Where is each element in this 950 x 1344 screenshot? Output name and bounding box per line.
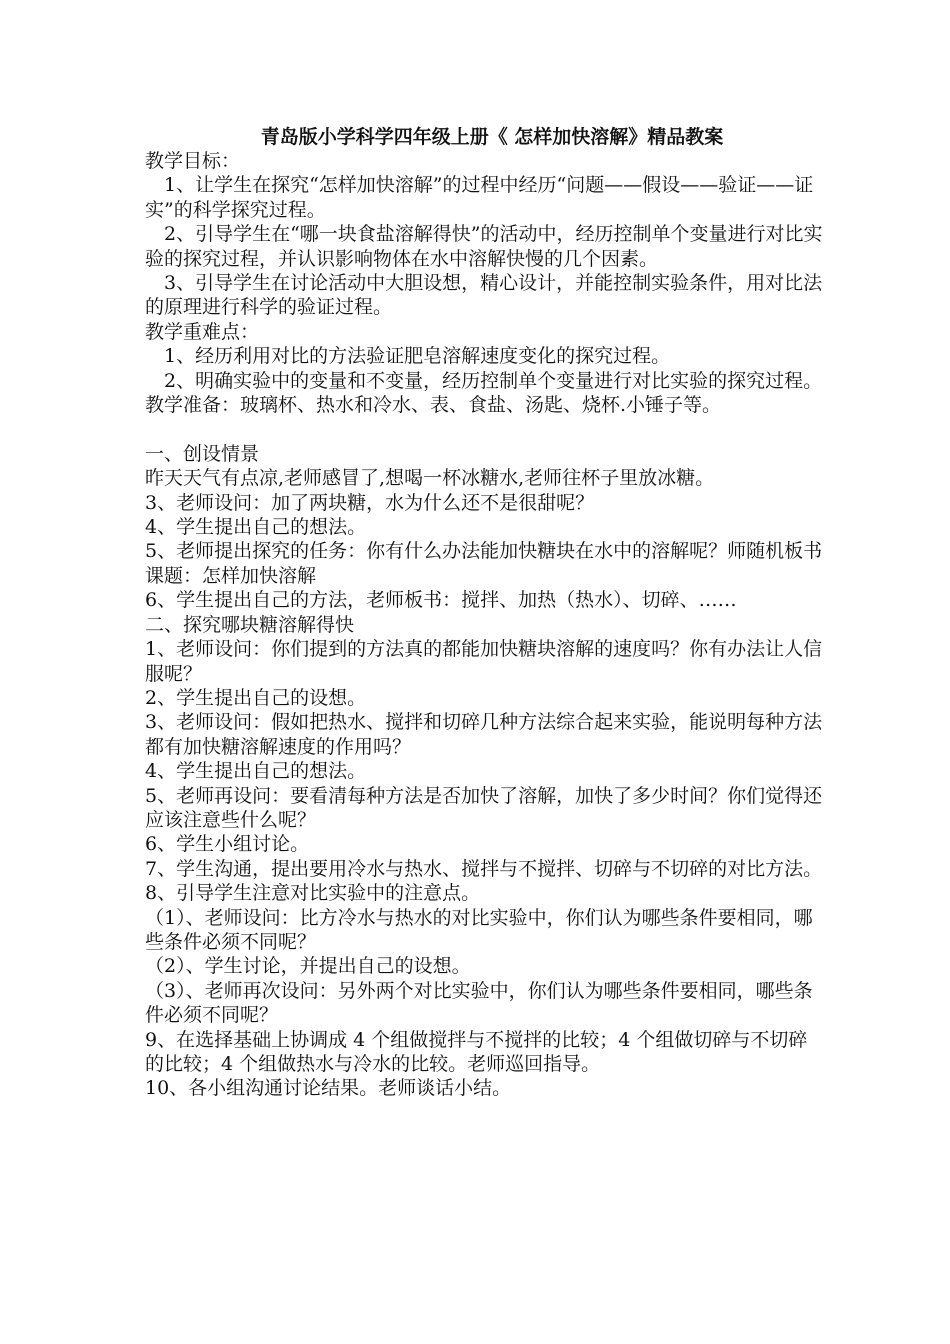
section-1-step-4: 4、学生提出自己的想法。 (145, 516, 367, 539)
objective-1: 1、让学生在探究“怎样加快溶解”的过程中经历“问题——假设——验证——证实”的科学探究过程。 (145, 174, 814, 221)
document-title: 青岛版小学科学四年级上册《 怎样加快溶解》精品教案 (260, 126, 724, 148)
section-2-step-6: 6、学生小组讨论。 (145, 833, 310, 856)
objective-3: 3、引导学生在讨论活动中大胆设想，精心设计，并能控制实验条件，用对比法的原理进行科学的验证过程。 (145, 272, 823, 319)
key-point-1: 1、经历利用对比的方法验证肥皂溶解速度变化的探究过程。 (164, 345, 671, 368)
materials-line: 教学准备：玻璃杯、热水和冷水、表、食盐、汤匙、烧杯.小锤子等。 (145, 394, 722, 417)
section-2-step-3: 3、老师设问：假如把热水、搅拌和切碎几种方法综合起来实验，能说明每种方法都有加快糖溶解速度的作用吗？ (145, 711, 823, 758)
section-1-step-3: 3、老师设问：加了两块糖，水为什么还不是很甜呢？ (145, 491, 595, 514)
section-2-step-7: 7、学生沟通，提出要用冷水与热水、搅拌与不搅拌、切碎与不切碎的对比方法。 (145, 857, 823, 880)
section-2-step-5: 5、老师再设问：要看清每种方法是否加快了溶解，加快了多少时间？你们觉得还应该注意些什么呢？ (145, 784, 823, 831)
section-2-step-4: 4、学生提出自己的想法。 (145, 760, 367, 783)
section-2-heading: 二、探究哪块糖溶解得快 (145, 613, 355, 636)
key-point-2: 2、明确实验中的变量和不变量，经历控制单个变量进行对比实验的探究过程。 (164, 369, 823, 392)
objectives-heading: 教学目标： (145, 150, 241, 172)
section-2-step-9: 9、在选择基础上协调成 4 个组做搅拌与不搅拌的比较；4 个组做切碎与不切碎的比较；4 个组做热水与冷水的比较。老师巡回指导。 (145, 1028, 808, 1076)
section-2-step-2: 2、学生提出自己的设想。 (145, 686, 367, 709)
section-2-step-8: 8、引导学生注意对比实验中的注意点。 (145, 882, 481, 905)
key-points-heading: 教学重难点： (145, 320, 260, 343)
section-2-step-1: 1、老师设问：你们提到的方法真的都能加快糖块溶解的速度吗？你有办法让人信服呢？ (145, 638, 823, 685)
objective-2: 2、引导学生在“哪一块食盐溶解得快”的活动中，经历控制单个变量进行对比实验的探究过程，并认识影响物体在水中溶解快慢的几个因素。 (145, 223, 823, 270)
section-2-step-10: 10、各小组沟通讨论结果。老师谈话小结。 (145, 1077, 512, 1100)
section-2-substep-3: （3）、老师再次设问：另外两个对比实验中，你们认为哪些条件要相同，哪些条件必须不同呢？ (145, 979, 813, 1027)
lesson-plan-body (145, 125, 825, 1101)
section-2-substep-1: （1）、老师设问：比方冷水与热水的对比实验中，你们认为哪些条件要相同，哪些条件必须不同呢？ (145, 906, 813, 953)
blank-line (145, 417, 825, 441)
section-1-step-6: 6、学生提出自己的方法，老师板书：搅拌、加热（热水）、切碎、…… (145, 589, 737, 612)
section-2-substep-2: （2）、学生讨论，并提出自己的设想。 (145, 955, 471, 978)
section-1-paragraph: 昨天天气有点凉,老师感冒了,想喝一杯冰糖水,老师往杯子里放冰糖。 (145, 467, 715, 490)
section-1-step-5: 5、老师提出探究的任务：你有什么办法能加快糖块在水中的溶解呢？师随机板书课题：怎样加快溶解 (145, 540, 823, 587)
section-1-heading: 一、创设情景 (145, 442, 260, 465)
